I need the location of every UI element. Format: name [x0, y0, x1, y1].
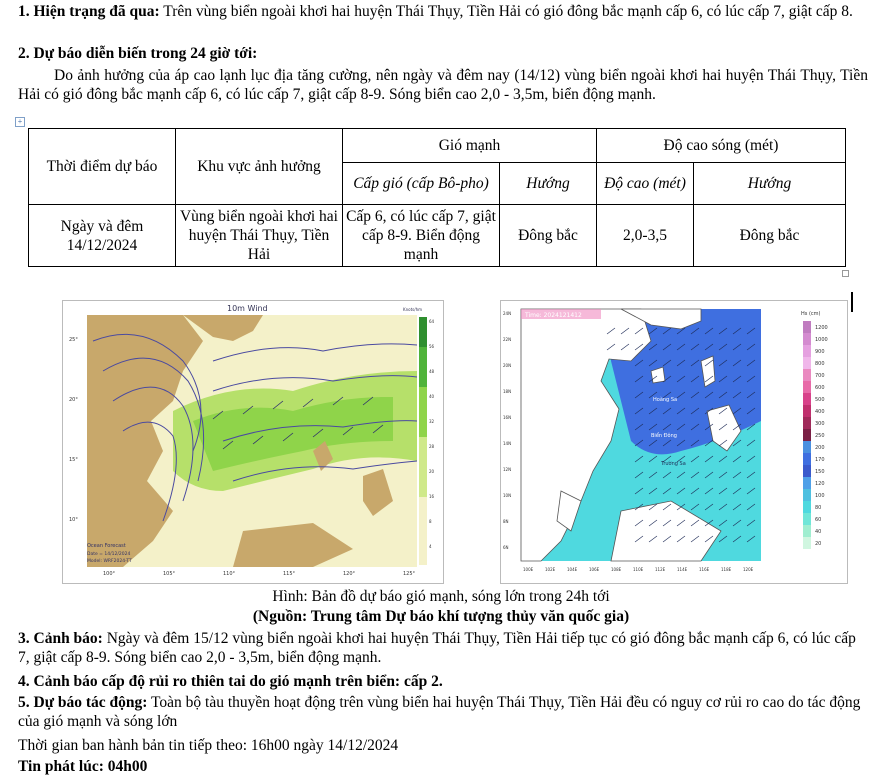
wind-scale-value: 28: [429, 444, 435, 449]
wave-legend-value: 200: [815, 445, 825, 451]
section-impact: 5. Dự báo tác động: Toàn bộ tàu thuyền hoạt động trên vùng biển hai huyện Thái Thụy, Tiền Hải đều có nguy cơ rủi ro cao do tác động của gió mạnh và sóng lớn: [18, 694, 861, 730]
section-forecast-text: Do ảnh hưởng của áp cao lạnh lục địa tăng cường, nên ngày và đêm nay (14/12) vùng biển ngoài khơi hai huyện Thái Thụy, Tiền Hải có gió đông bắc mạnh cấp 6, có lúc cấp 7, giật cấp 8-9. Sóng biển cao 2,0 - 3,5m, biển động mạnh.: [18, 67, 868, 103]
wave-legend-value: 600: [815, 385, 825, 391]
th-wind: Gió mạnh: [343, 129, 597, 163]
wave-y-tick: 16N: [503, 415, 512, 420]
wave-legend-value: 150: [815, 469, 825, 475]
wave-forecast-map: [500, 300, 848, 584]
td-wave-height: 2,0-3,5: [597, 205, 694, 267]
wave-legend-value: 800: [815, 361, 825, 367]
section-current: 1. Hiện trạng đã qua: Trên vùng biển ngoài khơi hai huyện Thái Thụy, Tiền Hải có gió đông bắc mạnh cấp 6, có lúc cấp 7, giật cấp 8.: [18, 3, 853, 20]
wave-x-tick: 120E: [743, 567, 754, 572]
wind-y-tick: 25°: [69, 337, 78, 343]
wind-model: Model: WRF2024-TT: [87, 559, 132, 564]
table-anchor-icon[interactable]: +: [15, 117, 25, 127]
wind-x-tick: 100°: [103, 571, 116, 577]
wave-legend-value: 20: [815, 541, 822, 547]
wind-y-tick: 20°: [69, 397, 78, 403]
wave-x-tick: 112E: [655, 567, 666, 572]
wave-legend-value: 170: [815, 457, 825, 463]
figure-caption: Hình: Bản đồ dự báo gió mạnh, sóng lớn trong 24h tới: [272, 588, 610, 605]
wind-y-tick: 10°: [69, 517, 78, 523]
text-cursor: [851, 292, 853, 312]
wind-scale-value: 48: [429, 369, 435, 374]
td-wave-direction: Đông bắc: [694, 205, 846, 267]
wind-scale-value: 16: [429, 494, 435, 499]
wind-x-tick: 110°: [223, 571, 236, 577]
wave-legend-swatch: [803, 405, 811, 417]
wave-x-tick: 102E: [545, 567, 556, 572]
wind-scale-value: 4: [429, 544, 432, 549]
wave-y-tick: 6N: [503, 545, 509, 550]
section-warning: 3. Cảnh báo: Ngày và đêm 15/12 vùng biển ngoài khơi hai huyện Thái Thụy, Tiền Hải tiếp tục có gió đông bắc mạnh cấp 6, có lúc cấp 7, giật cấp 8-9. Sóng biển cao 2,0 - 3,5m, biển động mạnh.: [18, 630, 856, 666]
th-wave-direction: Hướng: [694, 163, 846, 205]
wind-scale-value: 20: [429, 469, 435, 474]
wave-legend-swatch: [803, 357, 811, 369]
wave-legend-value: 60: [815, 517, 822, 523]
wind-forecast-map: [62, 300, 444, 584]
wind-x-tick: 125°: [403, 571, 416, 577]
wind-map-title: 10m Wind: [227, 304, 268, 313]
place-truong-sa: Trường Sa: [661, 461, 686, 467]
th-wave-height: Độ cao (mét): [597, 163, 694, 205]
section-forecast-heading: 2. Dự báo diễn biến trong 24 giờ tới:: [18, 45, 258, 62]
wave-legend-swatch: [803, 321, 811, 333]
td-time: Ngày và đêm 14/12/2024: [29, 205, 176, 267]
wave-map-time: Time: 2024121412: [525, 312, 582, 319]
wave-legend-value: 1200: [815, 325, 828, 331]
wave-x-tick: 100E: [523, 567, 534, 572]
forecast-table: [28, 128, 846, 267]
wave-x-tick: 116E: [699, 567, 710, 572]
td-area: Vùng biển ngoài khơi hai huyện Thái Thụy, Tiền Hải: [176, 205, 343, 267]
wave-x-tick: 118E: [721, 567, 732, 572]
wind-scale-value: 40: [429, 394, 435, 399]
wave-unit: Hs (cm): [801, 311, 821, 317]
wave-legend-value: 500: [815, 397, 825, 403]
wave-legend-swatch: [803, 333, 811, 345]
wave-legend-value: 300: [815, 421, 825, 427]
wave-x-tick: 114E: [677, 567, 688, 572]
wave-legend-swatch: [803, 369, 811, 381]
wave-y-tick: 22N: [503, 337, 512, 342]
wind-y-tick: 15°: [69, 457, 78, 463]
wave-legend-value: 120: [815, 481, 825, 487]
wave-legend-swatch: [803, 429, 811, 441]
wind-scale-value: 32: [429, 419, 435, 424]
wave-y-tick: 14N: [503, 441, 512, 446]
issue-time: Tin phát lúc: 04h00: [18, 758, 148, 775]
wind-scale-value: 8: [429, 519, 432, 524]
table-resize-handle[interactable]: [842, 270, 849, 277]
wave-legend-value: 100: [815, 493, 825, 499]
wind-logo: Ocean Forecast: [87, 543, 126, 549]
wave-legend-value: 250: [815, 433, 825, 439]
td-wind-direction: Đông bắc: [500, 205, 597, 267]
place-bien-dong: Biển Đông: [651, 433, 677, 439]
wind-scale-value: 56: [429, 344, 435, 349]
figure-source: (Nguồn: Trung tâm Dự báo khí tượng thủy văn quốc gia): [252, 608, 630, 625]
wave-y-tick: 10N: [503, 493, 512, 498]
wind-x-tick: 120°: [343, 571, 356, 577]
wind-scale-label: Knots/hm: [403, 307, 423, 312]
wave-legend-swatch: [803, 501, 811, 513]
wave-legend-swatch: [803, 441, 811, 453]
wind-date: Date = 14/12/2024: [87, 552, 131, 557]
wave-legend-swatch: [803, 393, 811, 405]
th-time: Thời điểm dự báo: [29, 129, 176, 205]
wave-legend-value: 400: [815, 409, 825, 415]
th-wind-level: Cấp gió (cấp Bô-pho): [343, 163, 500, 205]
wave-legend-value: 1000: [815, 337, 828, 343]
wave-legend-value: 700: [815, 373, 825, 379]
wave-legend-swatch: [803, 453, 811, 465]
th-wind-direction: Hướng: [500, 163, 597, 205]
wave-y-tick: 20N: [503, 363, 512, 368]
wave-legend-swatch: [803, 345, 811, 357]
wind-x-tick: 105°: [163, 571, 176, 577]
wave-x-tick: 108E: [611, 567, 622, 572]
td-wind-level: Cấp 6, có lúc cấp 7, giật cấp 8-9. Biển động mạnh: [343, 205, 500, 267]
section-risk-level: 4. Cảnh báo cấp độ rủi ro thiên tai do gió mạnh trên biển: cấp 2.: [18, 673, 443, 690]
wave-x-tick: 104E: [567, 567, 578, 572]
wave-legend-swatch: [803, 489, 811, 501]
wave-y-tick: 12N: [503, 467, 512, 472]
wave-y-tick: 8N: [503, 519, 509, 524]
wave-legend-value: 900: [815, 349, 825, 355]
next-bulletin: Thời gian ban hành bản tin tiếp theo: 16h00 ngày 14/12/2024: [18, 737, 399, 754]
wave-x-tick: 110E: [633, 567, 644, 572]
wave-legend-swatch: [803, 513, 811, 525]
wave-legend-value: 80: [815, 505, 822, 511]
wave-x-tick: 106E: [589, 567, 600, 572]
wave-y-tick: 24N: [503, 311, 512, 316]
wave-legend-swatch: [803, 537, 811, 549]
wave-y-tick: 18N: [503, 389, 512, 394]
wave-legend-value: 40: [815, 529, 822, 535]
wind-x-tick: 115°: [283, 571, 296, 577]
wave-legend-swatch: [803, 525, 811, 537]
th-wave: Độ cao sóng (mét): [597, 129, 846, 163]
wave-legend-swatch: [803, 465, 811, 477]
place-hoang-sa: Hoàng Sa: [653, 397, 678, 403]
wave-legend-swatch: [803, 477, 811, 489]
wave-legend-swatch: [803, 417, 811, 429]
wave-legend-swatch: [803, 381, 811, 393]
th-area: Khu vực ảnh hưởng: [176, 129, 343, 205]
wind-scale-value: 64: [429, 319, 435, 324]
